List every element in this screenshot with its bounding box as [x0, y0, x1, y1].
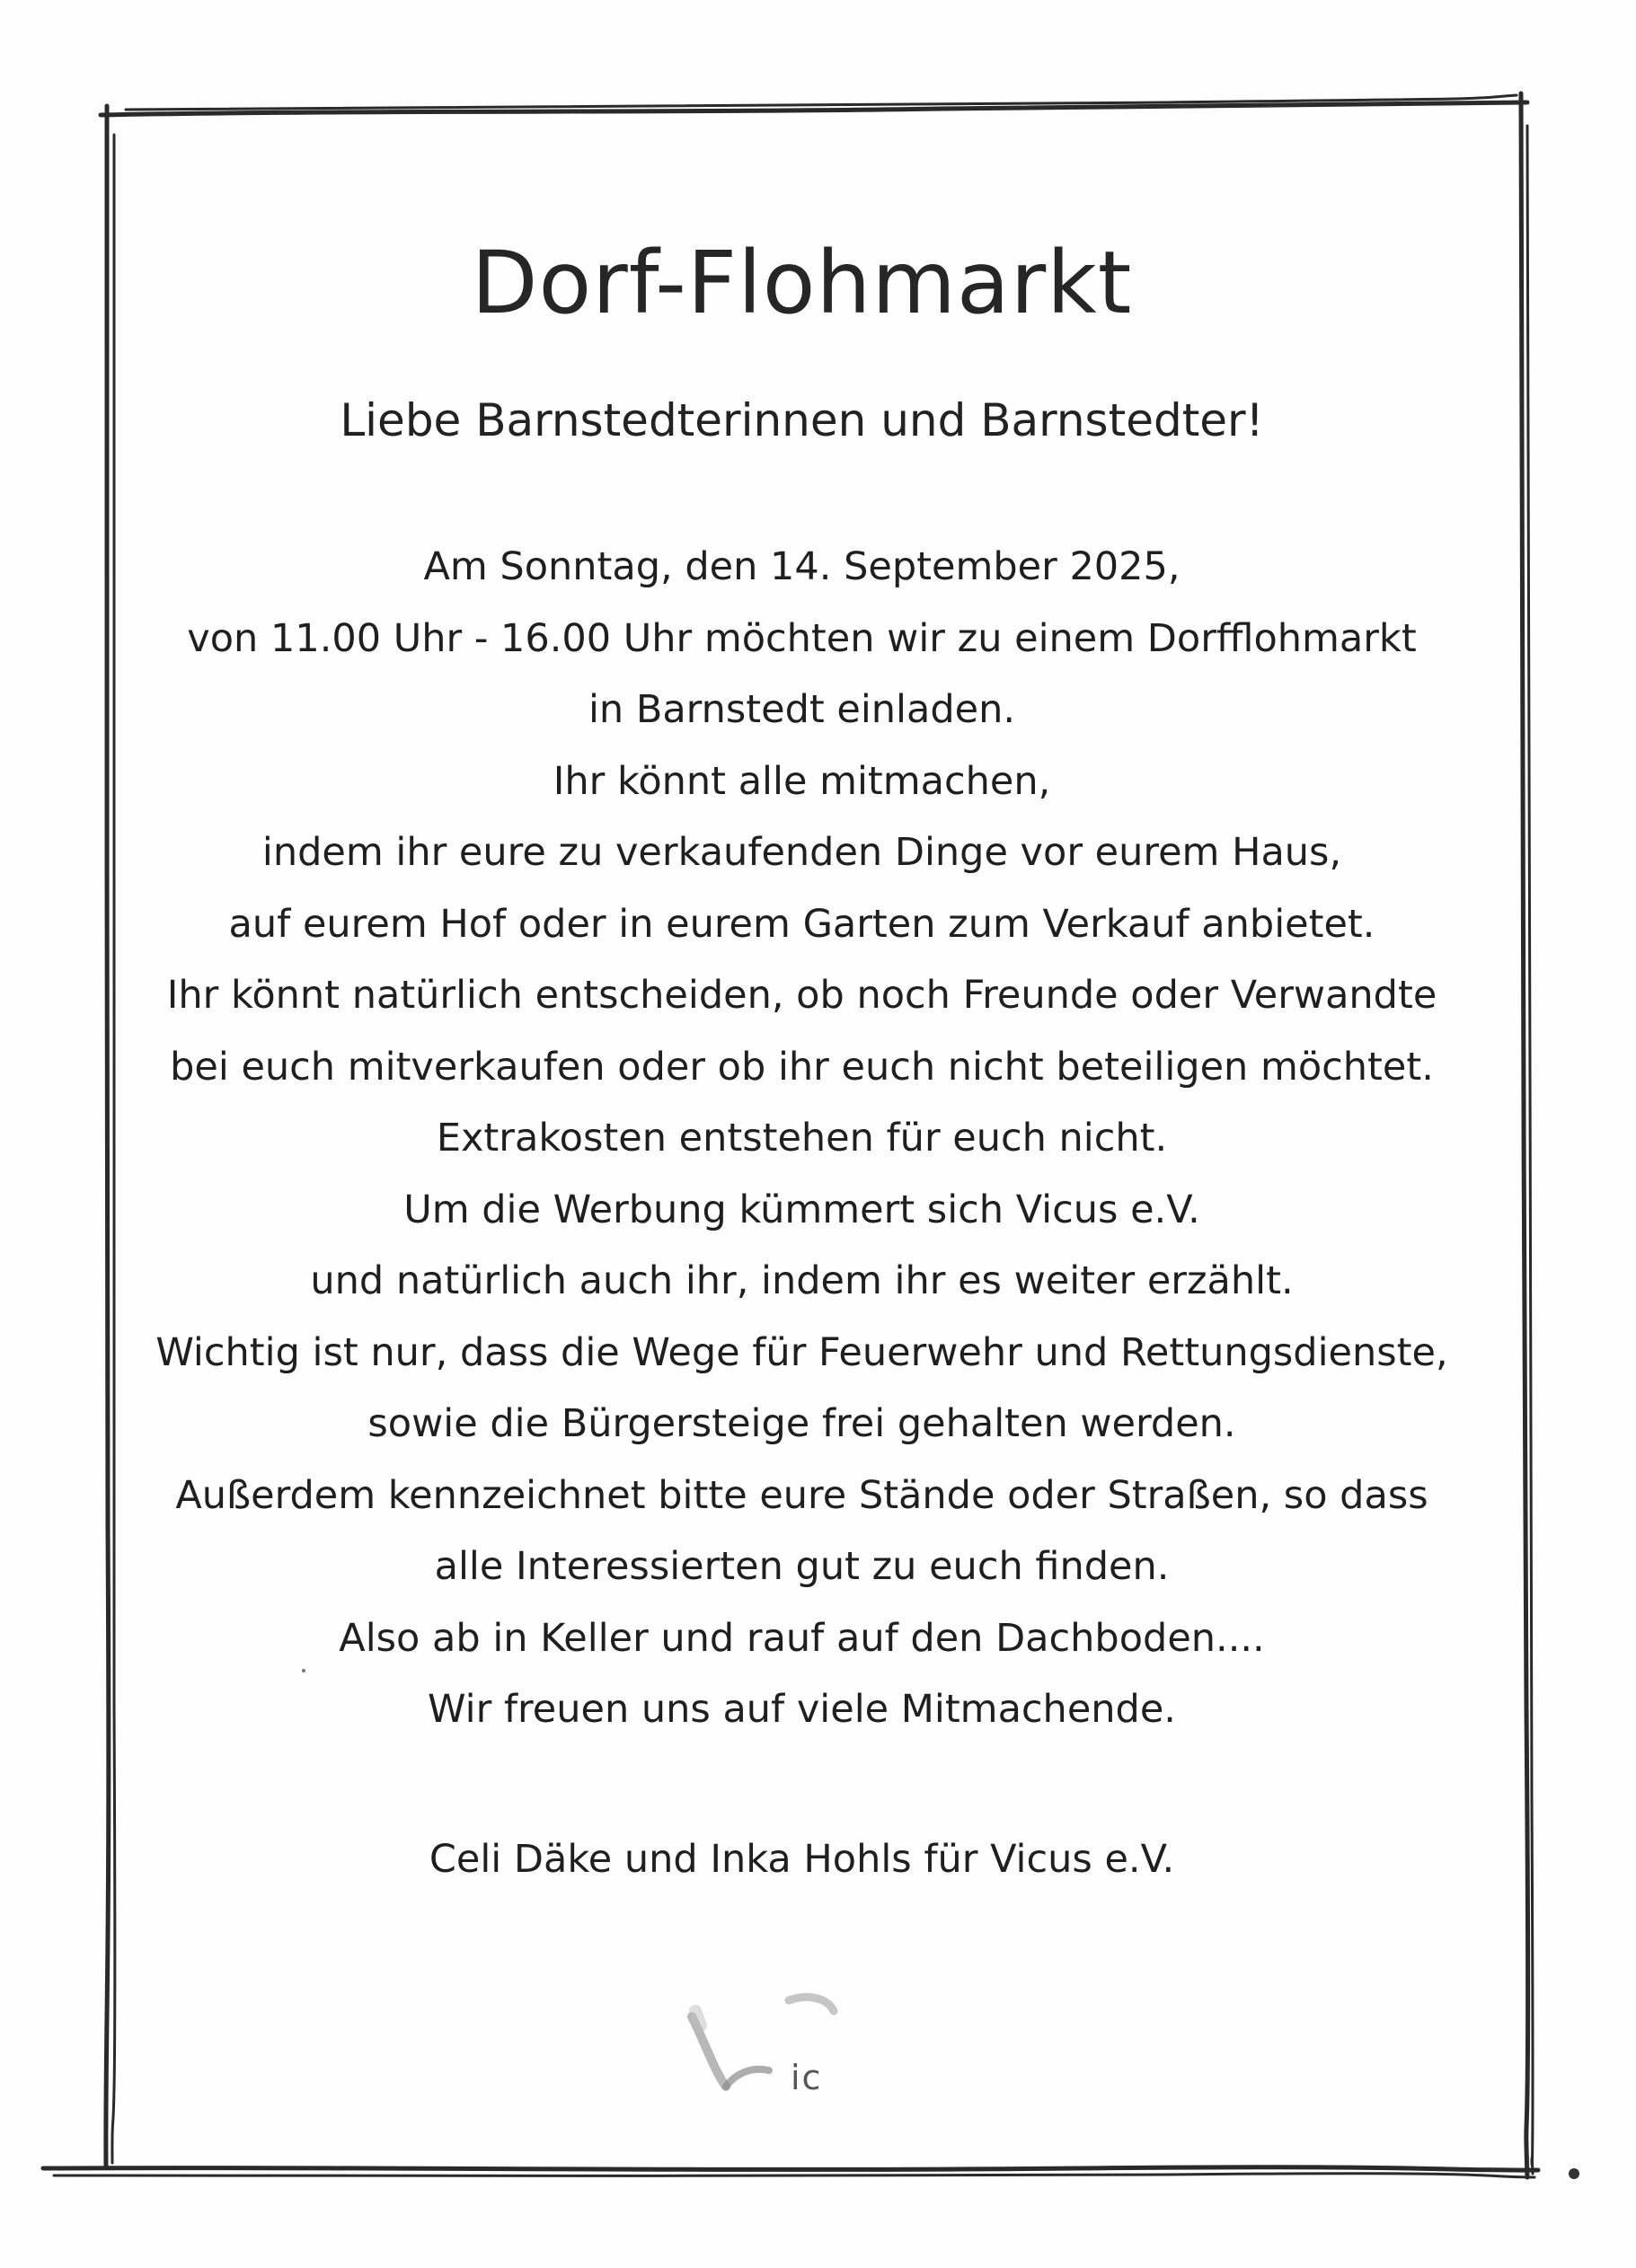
body-line: Um die Werbung kümmert sich Vicus e.V.: [403, 1187, 1200, 1232]
body-line: Wir freuen uns auf viele Mitmachende.: [428, 1687, 1176, 1732]
flyer-body: [103, 532, 1500, 1746]
flyer-title: Dorf-Flohmarkt: [471, 233, 1133, 333]
body-line: indem ihr eure zu verkaufenden Dinge vor eurem Haus,: [261, 830, 1342, 875]
body-line: Ihr könnt natürlich entscheiden, ob noch Freunde oder Verwandte: [166, 973, 1437, 1018]
body-line: Ihr könnt alle mitmachen,: [553, 758, 1051, 804]
body-line-place: in Barnstedt einladen.: [588, 687, 1016, 732]
body-line-time: von 11.00 Uhr - 16.00 Uhr möchten wir zu einem Dorfflohmarkt: [187, 615, 1417, 661]
body-line: bei euch mitverkaufen oder ob ihr euch nicht beteiligen möchtet.: [170, 1044, 1434, 1090]
flyer-signature: Celi Däke und Inka Hohls für Vicus e.V.: [429, 1836, 1175, 1882]
frame-bottom-edge: [43, 2167, 1538, 2170]
body-line: auf eurem Hof oder in eurem Garten zum Verkauf anbietet.: [228, 901, 1375, 947]
scan-dot: [1569, 2168, 1579, 2179]
flyer-content: [103, 225, 1500, 1886]
body-line: alle Interessierten gut zu euch finden.: [434, 1544, 1170, 1589]
body-line: sowie die Bürgersteige frei gehalten werden.: [367, 1401, 1236, 1446]
body-line-date: Am Sonntag, den 14. September 2025,: [423, 544, 1181, 589]
vicus-logo-letters: ic: [791, 2058, 823, 2097]
body-line: Extrakosten entstehen für euch nicht.: [436, 1116, 1168, 1160]
body-line: Außerdem kennzeichnet bitte eure Stände oder Straßen, so dass: [175, 1472, 1428, 1518]
body-line: Wichtig ist nur, dass die Wege für Feuerwehr und Rettungsdienste,: [155, 1329, 1448, 1375]
flyer-greeting: Liebe Barnstedterinnen und Barnstedter!: [340, 394, 1264, 446]
body-line: Also ab in Keller und rauf auf den Dachboden....: [339, 1615, 1265, 1661]
body-line: und natürlich auch ihr, indem ihr es weiter erzählt.: [310, 1258, 1294, 1303]
vicus-logo: [683, 1990, 862, 2106]
